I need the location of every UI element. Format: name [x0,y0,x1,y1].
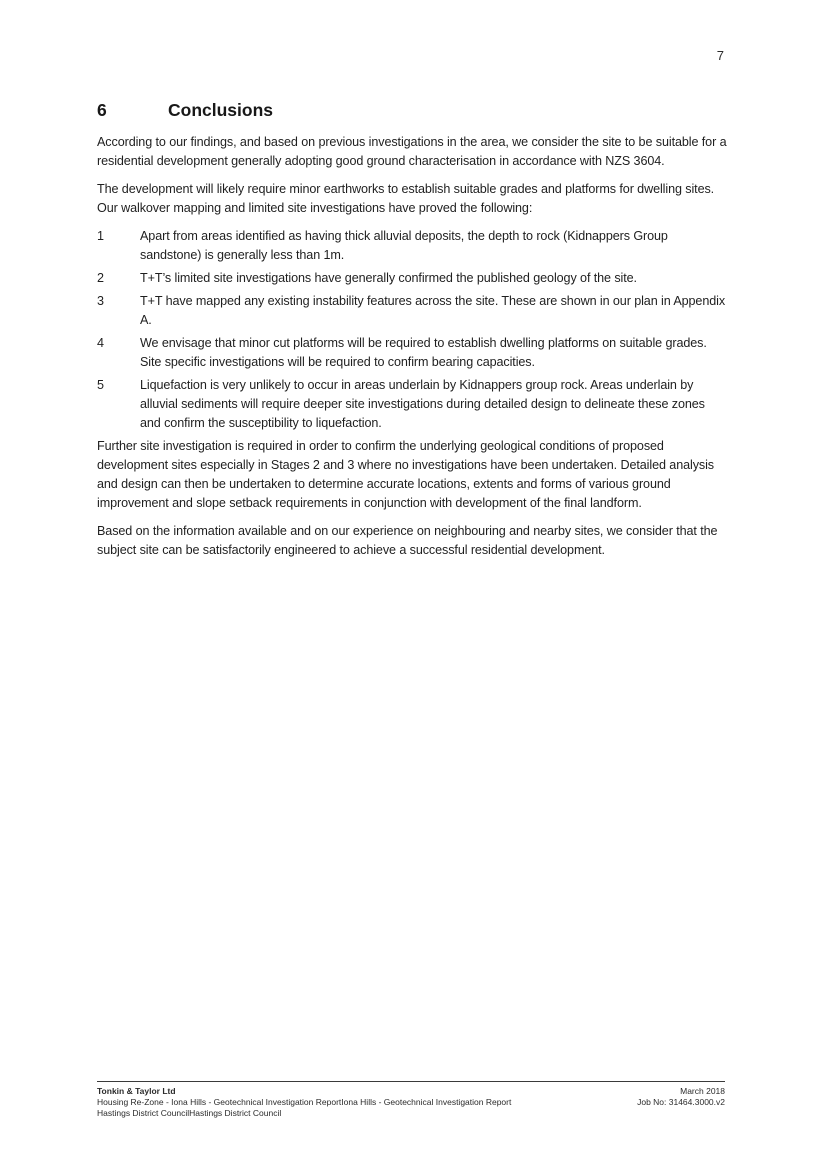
page-number: 7 [716,48,724,63]
footer-columns [97,1082,725,1119]
list-item-number: 3 [97,294,104,308]
footer-date: March 2018 [680,1086,725,1096]
footer-right-block [637,1086,725,1119]
section-title: Conclusions [168,100,274,120]
list-item-text: We envisage that minor cut platforms will be required to establish dwelling platforms on suitable grades. Site specific investigations will be required to confirm bearing capacities. [140,336,707,369]
list-item-text: Apart from areas identified as having thick alluvial deposits, the depth to rock (Kidnappers Group sandstone) is generally less than 1m. [140,229,668,262]
numbered-list [97,227,727,433]
list-item-text: T+T’s limited site investigations have generally confirmed the published geology of the site. [140,271,637,285]
paragraph-closing-1: Further site investigation is required in order to confirm the underlying geological conditions of proposed development sites especially in Stages 2 and 3 where no investigations have been undertaken. Detailed analysis and design can then be undertaken to determine accurate locations, extents and forms of various ground improvement and slope setback requirements in conjunction with development of the final landform. [97,439,714,510]
list-item [97,227,727,265]
list-item-number: 4 [97,336,104,350]
paragraph-intro-2: The development will likely require minor earthworks to establish suitable grades and platforms for dwelling sites. Our walkover mapping and limited site investigations have proved the following: [97,182,715,215]
footer-client-line: Hastings District CouncilHastings District Council [97,1108,282,1118]
page-content [97,99,727,569]
section-heading [97,99,727,121]
footer-project-line: Housing Re-Zone - Iona Hills - Geotechnical Investigation ReportIona Hills - Geotechnical Investigation Report [97,1097,512,1107]
list-item-number: 1 [97,229,104,243]
footer-job-number: Job No: 31464.3000.v2 [637,1097,725,1107]
list-item [97,334,727,372]
footer-left-block [97,1086,511,1119]
paragraph-closing-2: Based on the information available and on our experience on neighbouring and nearby sites, we consider that the subject site can be satisfactorily engineered to achieve a successful residential development. [97,524,718,557]
list-item-number: 5 [97,378,104,392]
paragraph-intro-1: According to our findings, and based on previous investigations in the area, we consider the site to be suitable for a residential development generally adopting good ground characterisation in accordance with NZS 3604. [97,135,727,168]
list-item [97,269,727,288]
list-item-text: Liquefaction is very unlikely to occur in areas underlain by Kidnappers group rock. Areas underlain by alluvial sediments will require deeper site investigations during detailed design to delineate these zones and confirm the susceptibility to liquefaction. [140,378,705,430]
list-item [97,376,727,433]
section-number: 6 [97,100,107,120]
list-item [97,292,727,330]
footer-company: Tonkin & Taylor Ltd [97,1086,176,1096]
list-item-number: 2 [97,271,104,285]
page-footer [97,1081,725,1119]
list-item-text: T+T have mapped any existing instability features across the site. These are shown in our plan in Appendix A. [140,294,726,327]
